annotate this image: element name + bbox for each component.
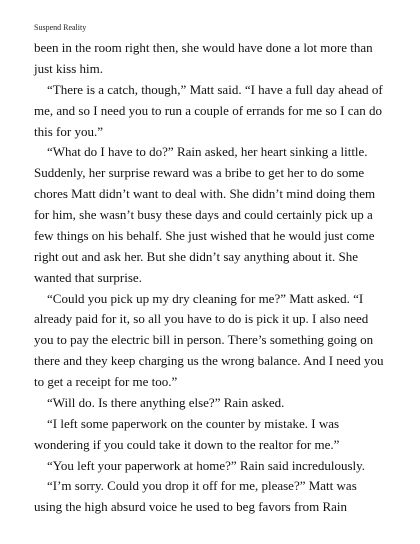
text-line: “You left your paperwork at home?” Rain said incredulously. (34, 457, 366, 473)
text-line: me, and so I need you to run a couple of errands for me so I can do (34, 102, 382, 118)
text-line: Suddenly, her surprise reward was a bribe to get her to do some (34, 165, 365, 181)
text-line: “I’m sorry. Could you drop it off for me, please?” Matt was (34, 478, 357, 494)
text-line: right out and ask her. But she didn’t say anything about it. She (34, 248, 359, 264)
text-line: “I left some paperwork on the counter by mistake. I was (34, 415, 340, 431)
text-line: to get a receipt for me too.” (34, 374, 178, 389)
text-line: been in the room right then, she would have done a lot more than (34, 40, 373, 55)
text-line: you to pay the electric bill in person. There’s something going on (34, 332, 374, 348)
text-line: “Could you pick up my dry cleaning for me?” Matt asked. “I (34, 290, 364, 306)
text-line: using the high absurd voice he used to beg favors from Rain (34, 499, 348, 515)
text-line: few things on his behalf. She just wished that he would just come (34, 227, 375, 243)
text-line: chores Matt didn’t want to deal with. She didn’t mind doing them (34, 186, 376, 202)
text-line: “What do I have to do?” Rain asked, her heart sinking a little. (34, 144, 368, 160)
body-text (34, 38, 388, 518)
text-line: wanted that surprise. (34, 269, 142, 285)
text-line: for him, she wasn’t busy these days and could certainly pick up a (34, 207, 373, 222)
text-line: already paid for it, so all you have to do is pick it up. I also need (34, 311, 369, 327)
text-line: just kiss him. (34, 60, 103, 76)
text-line: wondering if you could take it down to the realtor for me.” (34, 436, 340, 452)
text-line: “Will do. Is there anything else?” Rain asked. (34, 394, 285, 410)
text-line: there and they keep charging us the wrong balance. And I need you (34, 353, 384, 369)
text-line: “There is a catch, though,” Matt said. “I have a full day ahead of (34, 81, 383, 97)
running-header: Suspend Reality (34, 23, 87, 32)
text-line: this for you.” (34, 123, 103, 139)
